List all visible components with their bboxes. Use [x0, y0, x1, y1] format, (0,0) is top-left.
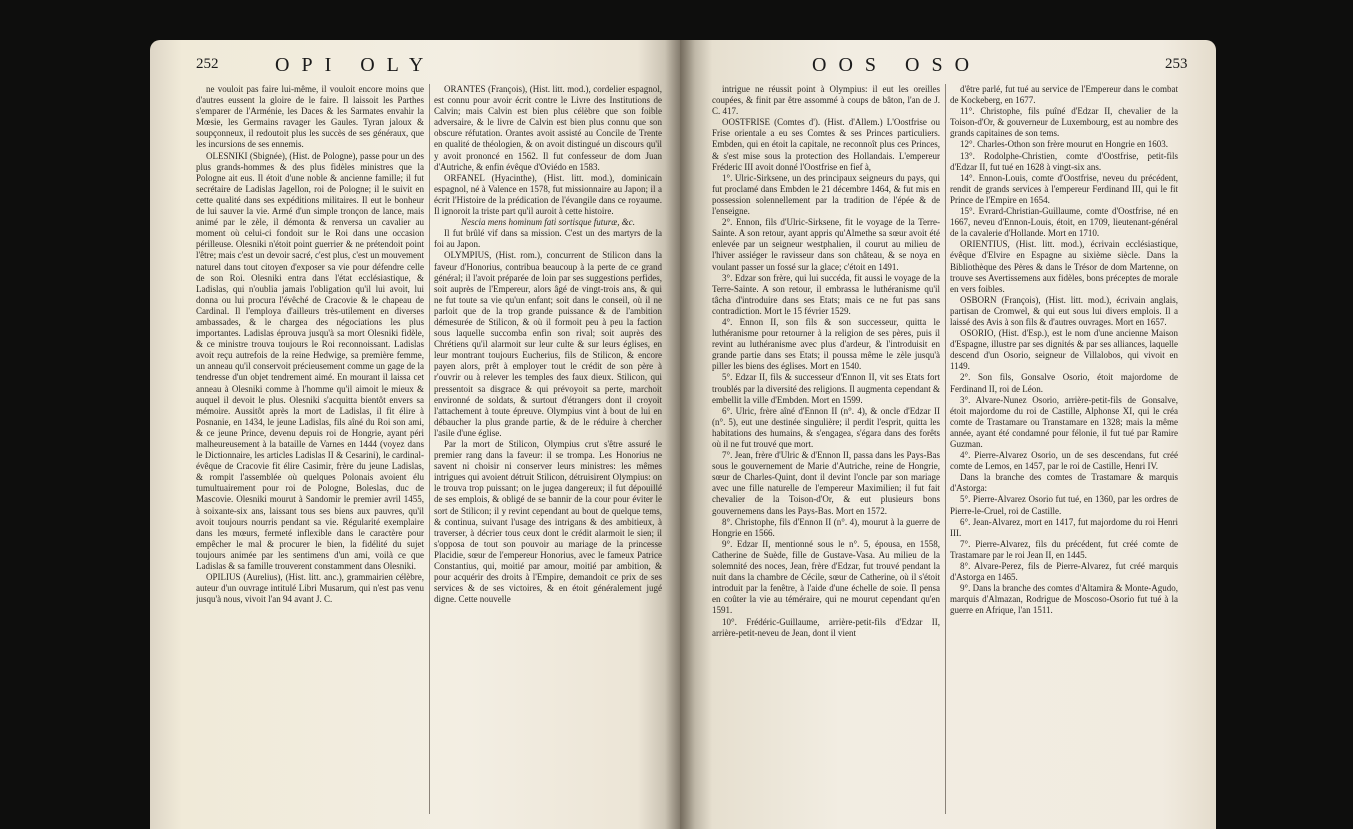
paragraph: 4°. Pierre-Alvarez Osorio, un de ses descendans, fut créé comte de Lemos, en 1457, par le roi de Castille, Henri IV. [950, 450, 1178, 472]
paragraph: ne vouloit pas faire lui-même, il vouloit encore moins que d'autres eussent la gloire de le faire. Il laissoit les Parthes s'emparer de l'Arménie, les Daces & les Sarmates envahir la Mœsie, les Germains ravager les Gaules. Tyran jaloux & soupçonneux, il redoutoit plus les succès de ses généraux, que les incursions de ses ennemis. [196, 84, 424, 150]
text-column [196, 84, 424, 814]
paragraph: 13°. Rodolphe-Christien, comte d'Oostfrise, petit-fils d'Edzar II, fut tué en 1628 à vingt-six ans. [950, 150, 1178, 172]
paragraph: 9°. Dans la branche des comtes d'Altamira & Monte-Agudo, marquis d'Almazan, Rodrigue de Moscoso-Osorio fut tué à la guerre en Afrique, l'an 1511. [950, 583, 1178, 616]
paragraph: 8°. Christophe, fils d'Ennon II (n°. 4), mourut à la guerre de Hongrie en 1566. [712, 516, 940, 538]
paragraph: 6°. Jean-Alvarez, mort en 1417, fut majordome du roi Henri III. [950, 516, 1178, 538]
paragraph: d'être parlé, fut tué au service de l'Empereur dans le combat de Kockeberg, en 1677. [950, 84, 1178, 106]
paragraph: OPILIUS (Aurelius), (Hist. litt. anc.), grammairien célèbre, auteur d'un ouvrage intitulé Libri Musarum, qui n'est pas venu jusqu'à nous, vivoit l'an 94 avant J. C. [196, 572, 424, 605]
column-divider [429, 84, 430, 814]
paragraph: 8°. Alvare-Perez, fils de Pierre-Alvarez, fut créé marquis d'Astorga en 1465. [950, 561, 1178, 583]
paragraph: Dans la branche des comtes de Trastamare & marquis d'Astorga: [950, 472, 1178, 494]
page-number: 253 [1165, 56, 1188, 72]
paragraph: 2°. Son fils, Gonsalve Osorio, étoit majordome de Ferdinand II, roi de Léon. [950, 372, 1178, 394]
paragraph: OLYMPIUS, (Hist. rom.), concurrent de Stilicon dans la faveur d'Honorius, contribua beaucoup à la perte de ce grand général; il l'avoit préparée de loin par ses suggestions perfides, soit auprès de l'Empereur, alors âgé de vingt-trois ans, & qui ne fut toute sa vie qu'un enfant; soit dans le conseil, où il ne parloit que de la trop grande puissance & de l'ambition démesurée de Stilicon, & où il formoit peu à peu la faction sous laquelle succomba enfin son rival; soit auprès des Chrétiens qu'il alarmoit sur leur culte & sur leurs églises, en leur montrant toujours Eucherius, fils de Stilicon, & encore payen alors, prêt à employer tout le crédit de son père à r'ouvrir ou à relever les temples des faux dieux. Stilicon, qui pressentoit sa disgrace & qui prévoyoit sa perte, marchoit environné de soldats, & surtout d'étrangers dont il croyoit l'attachement à toute épreuve. Olympius vint à bout de lui en débaucher la plus grande partie, & de le réduire à chercher l'asile d'une église. [434, 250, 662, 438]
right-page-header [680, 54, 1216, 82]
paragraph: 5°. Pierre-Alvarez Osorio fut tué, en 1360, par les ordres de Pierre-le-Cruel, roi de Castille. [950, 494, 1178, 516]
left-page [150, 40, 680, 829]
paragraph: ORIENTIUS, (Hist. litt. mod.), écrivain ecclésiastique, évêque d'Elvire en Espagne au sixième siècle. Dans la Bibliothèque des Pères & dans le Trésor de dom Martenne, on trouve ses Avertissemens aux fidèles, bons préceptes de morale en vers foibles. [950, 239, 1178, 294]
paragraph: 15°. Evrard-Christian-Guillaume, comte d'Oostfrise, né en 1667, neveu d'Ennon-Louis, étoit, en 1709, lieutenant-général de la cavalerie d'Hollande. Mort en 1710. [950, 206, 1178, 239]
paragraph: ORFANEL (Hyacinthe), (Hist. litt. mod.), dominicain espagnol, né à Valence en 1578, fut missionnaire au Japon; il a écrit l'Histoire de la prédication de l'évangile dans ce royaume. Il ignoroit la triste part qu'il auroit à cette histoire. [434, 172, 662, 217]
running-head: OOS OSO [812, 54, 982, 76]
paragraph: OOSTFRISE (Comtes d'). (Hist. d'Allem.) L'Oostfrise ou Frise orientale a eu ses Comtes & ses Princes particuliers. Embden, qui en étoit la capitale, ne reconnoît plus ces Princes, & s'est mise sous la protection des Hollandais. L'empereur Fréderic III avoit donné l'Oostfrise en fief à, [712, 117, 940, 172]
paragraph: 10°. Frédéric-Guillaume, arrière-petit-fils d'Edzar II, arrière-petit-neveu de Jean, dont il vient [712, 616, 940, 638]
paragraph: 11°. Christophe, fils puîné d'Edzar II, chevalier de la Toison-d'Or, & gouverneur de Luxembourg, est au nombre des grands capitaines de son tems. [950, 106, 1178, 139]
paragraph: 7°. Jean, frère d'Ulric & d'Ennon II, passa dans les Pays-Bas sous le gouvernement de Marie d'Autriche, reine de Hongrie, sœur de Charles-Quint, dont il devint l'oncle par son mariage avec une fille naturelle de l'empereur Maximilien; il fut fait chevalier de la Toison-d'Or, & eut plusieurs bons gouvernemens dans les Pays-Bas. Mort en 1572. [712, 450, 940, 516]
paragraph: 1°. Ulric-Sirksene, un des principaux seigneurs du pays, qui fut proclamé dans Embden le 21 décembre 1464, & fut mis en possession solennellement par la tradition de l'épée & de l'enseigne. [712, 172, 940, 217]
paragraph: 12°. Charles-Othon son frère mourut en Hongrie en 1603. [960, 139, 1169, 150]
paragraph: intrigue ne réussit point à Olympius: il eut les oreilles coupées, & finit par être assommé à coups de bâton, l'an de J. C. 417. [712, 84, 940, 117]
paragraph: ORANTES (François), (Hist. litt. mod.), cordelier espagnol, est connu pour avoir écrit contre le Livre des Institutions de Calvin; mais Calvin est bien plus célèbre que son foible adversaire, & le livre de Calvin est bien plus connu que son obscure réfutation. Orantes avoit assisté au Concile de Trente en qualité de théologien, & on avoit distingué un discours qu'il y avoit prononcé en 1562. Il fut confesseur de dom Juan d'Autriche, & enfin évêque d'Oviédo en 1583. [434, 84, 662, 172]
paragraph: OSORIO, (Hist. d'Esp.), est le nom d'une ancienne Maison d'Espagne, illustre par ses dignités & par ses alliances, laquelle descend d'un Osorio, seigneur de Villalobos, qui vivoit en 1149. [950, 328, 1178, 372]
paragraph: Nescia mens hominum fati sortisque futuræ, &c. [461, 217, 635, 228]
paragraph: 3°. Alvare-Nunez Osorio, arrière-petit-fils de Gonsalve, étoit majordome du roi de Castille, Alphonse XI, qui le créa comte de Trastamare ou Transtamare en 1328; mais la même année, ayant été condamné pour félonie, il fut tué par Ramire Guzman. [950, 394, 1178, 449]
paragraph: 6°. Ulric, frère aîné d'Ennon II (n°. 4), & oncle d'Edzar II (n°. 5), eut une destinée singulière; il perdit l'esprit, quitta les habitations des humains, & s'engagea, s'égara dans des forêts où il ne fut trouvé que mort. [712, 405, 940, 449]
paragraph: 14°. Ennon-Louis, comte d'Oostfrise, neveu du précédent, rendit de grands services à l'empereur Ferdinand III, qui le fit Prince de l'Empire en 1654. [950, 172, 1178, 205]
paragraph: 4°. Ennon II, son fils & son successeur, quitta le luthéranisme pour retourner à la religion de ses pères, puis il revint au luthéranisme avec plus d'ardeur, & l'introduisit en grande partie dans ses Etats; il poussa même le zèle jusqu'à piller les biens des églises. Mort en 1540. [712, 316, 940, 372]
paragraph: OSBORN (François), (Hist. litt. mod.), écrivain anglais, partisan de Cromwel, & qui eut sous lui divers emplois. Il a laissé des Avis à son fils & d'autres ouvrages. Mort en 1657. [950, 294, 1178, 327]
text-column [434, 84, 662, 814]
paragraph: Par la mort de Stilicon, Olympius crut s'être assuré le premier rang dans la faveur: il se trompa. Les Honorius ne savent ni choisir ni conserver leurs ministres: les mêmes intrigues qui avoient détruit Stilicon, détruisirent Olympius: on le trouva trop puissant; on le jugea dangereux; il fut dépouillé de ses emplois, & obligé de se bannir de la cour pour éviter le sort de Stilicon; il y revint cependant au bout de quelque tems, & continua, suivant l'usage des intrigans & des ambitieux, à traverser, à décrier tous ceux dont le crédit alarmoit le sien; il s'opposa de tout son pouvoir au mariage de la princesse Placidie, sœur de l'empereur Honorius, avec le fameux Patrice Constantius, qui, moitié par amour, moitié par ambition, & pour acquérir des droits à l'Empire, demandoit ce prix de ses services & de ses victoires, & en étoit généralement jugé digne. Cette nouvelle [434, 439, 662, 605]
text-column [712, 84, 940, 814]
column-divider [945, 84, 946, 814]
book-spread [150, 40, 1216, 829]
paragraph: 9°. Edzar II, mentionné sous le n°. 5, épousa, en 1558, Catherine de Suède, fille de Gustave-Vasa. Au milieu de la solemnité des noces, Jean, frère d'Edzar, fut trouvé pendant la nuit dans la chambre de Cécile, sœur de Catherine, où il s'étoit introduit par la fenêtre, à l'aide d'une échelle de soie. Il pensa en coûter la vie au téméraire, qui ne mourut cependant qu'en 1591. [712, 538, 940, 616]
left-page-header [150, 54, 680, 82]
paragraph: Il fut brûlé vif dans sa mission. C'est un des martyrs de la foi au Japon. [434, 228, 662, 250]
paragraph: 5°. Edzar II, fils & successeur d'Ennon II, vit ses Etats fort troublés par la diversité des religions. Il augmenta cependant & embellit la ville d'Embden. Mort en 1599. [712, 372, 940, 405]
paragraph: 3°. Edzar son frère, qui lui succéda, fit aussi le voyage de la Terre-Sainte. A son retour, il embrassa le luthéranisme qu'il tâcha d'introduire dans ses Etats; mais ce ne fut pas sans contradiction. Mort le 15 février 1529. [712, 272, 940, 316]
page-number: 252 [196, 56, 219, 72]
paragraph: OLESNIKI (Sbignée), (Hist. de Pologne), passe pour un des plus grands-hommes & des plus fidèles ministres que la Pologne ait eus. Il étoit d'une noble & ancienne famille; il fut secrétaire de Ladislas Jagellon, roi de Pologne; il le suivit en cette qualité dans ses expéditions militaires. Il eut le bonheur de lui sauver la vie. Armé d'un simple tronçon de lance, mais animé par le zèle, il démonta & renversa un cavalier au moment où celui-ci fondoit sur le Roi dans une occasion périlleuse. Olesniki n'étoit point guerrier & ne prétendoit point l'être; mais c'est un devoir sacré, c'est plus, c'est un mouvement naturel dans tout citoyen d'exposer sa vie pour défendre celle de son Roi. Olesniki entra dans l'état ecclésiastique, & Ladislas, qui n'oublia jamais l'obligation qu'il lui avoit, lui donna ou lui procura l'évêché de Cracovie & le chapeau de Cardinal. Il l'employa d'ailleurs très-utilement en diverses ambassades, & le chargea des négociations les plus importantes. Ladislas éprouva jusqu'à sa mort Olesniki fidèle, & ce ministre trouva toujours le Roi reconnoissant. Ladislas avoit reçu autrefois de la reine Hedwige, sa première femme, un anneau qu'il conservoit précieusement comme un gage de la tendresse d'un objet tendrement aimé. En mourant il laissa cet anneau à Olesniki comme à l'homme qu'il aimoit le mieux & auquel il devoit le plus. Olesniki s'acquitta bientôt envers sa mémoire. Aussitôt après la mort de Ladislas, il fit élire à Posnanie, en 1434, le jeune Ladislas, fils aîné du Roi son ami, & ce jeune Prince, devenu depuis roi de Hongrie, ayant péri malheureusement à la bataille de Varnes en 1444 (voyez dans le Dictionnaire, les articles Ladislas II & Cesarini), le cardinal-évêque de Cracovie fit élire Casimir, frère du jeune Ladislas, & rompit l'assemblée où quelques Polonais avoient élu tumultuairement pour roi de Pologne, Boleslas, duc de Mascovie. Olesniki mourut à Sandomir le premier avril 1455, à soixante-six ans, laissant tous ses biens aux pauvres, qu'il avoit toujours nourris pendant sa vie. Régularité exemplaire dans les mœurs, fermeté inflexible dans le caractère pour empêcher le mal & procurer le bien, la fidélité du sujet toujours animée par les sentimens d'un ami, voilà ce que Ladislas & sa famille trouverent constamment dans Olesniki. [196, 150, 424, 572]
paragraph: 2°. Ennon, fils d'Ulric-Sirksene, fit le voyage de la Terre-Sainte. A son retour, ayant appris qu'Almethe sa sœur avoit été enlevée par un seigneur westphalien, il courut au milieu de l'hiver assiéger le ravisseur dans son château, & se noya en voulant passer un fossé sur la glace; c'étoit en 1491. [712, 217, 940, 272]
text-column [950, 84, 1178, 814]
running-head: OPI OLY [275, 54, 436, 76]
paragraph: 7°. Pierre-Alvarez, fils du précédent, fut créé comte de Trastamare par le roi Jean II, en 1445. [950, 538, 1178, 560]
right-page [680, 40, 1216, 829]
